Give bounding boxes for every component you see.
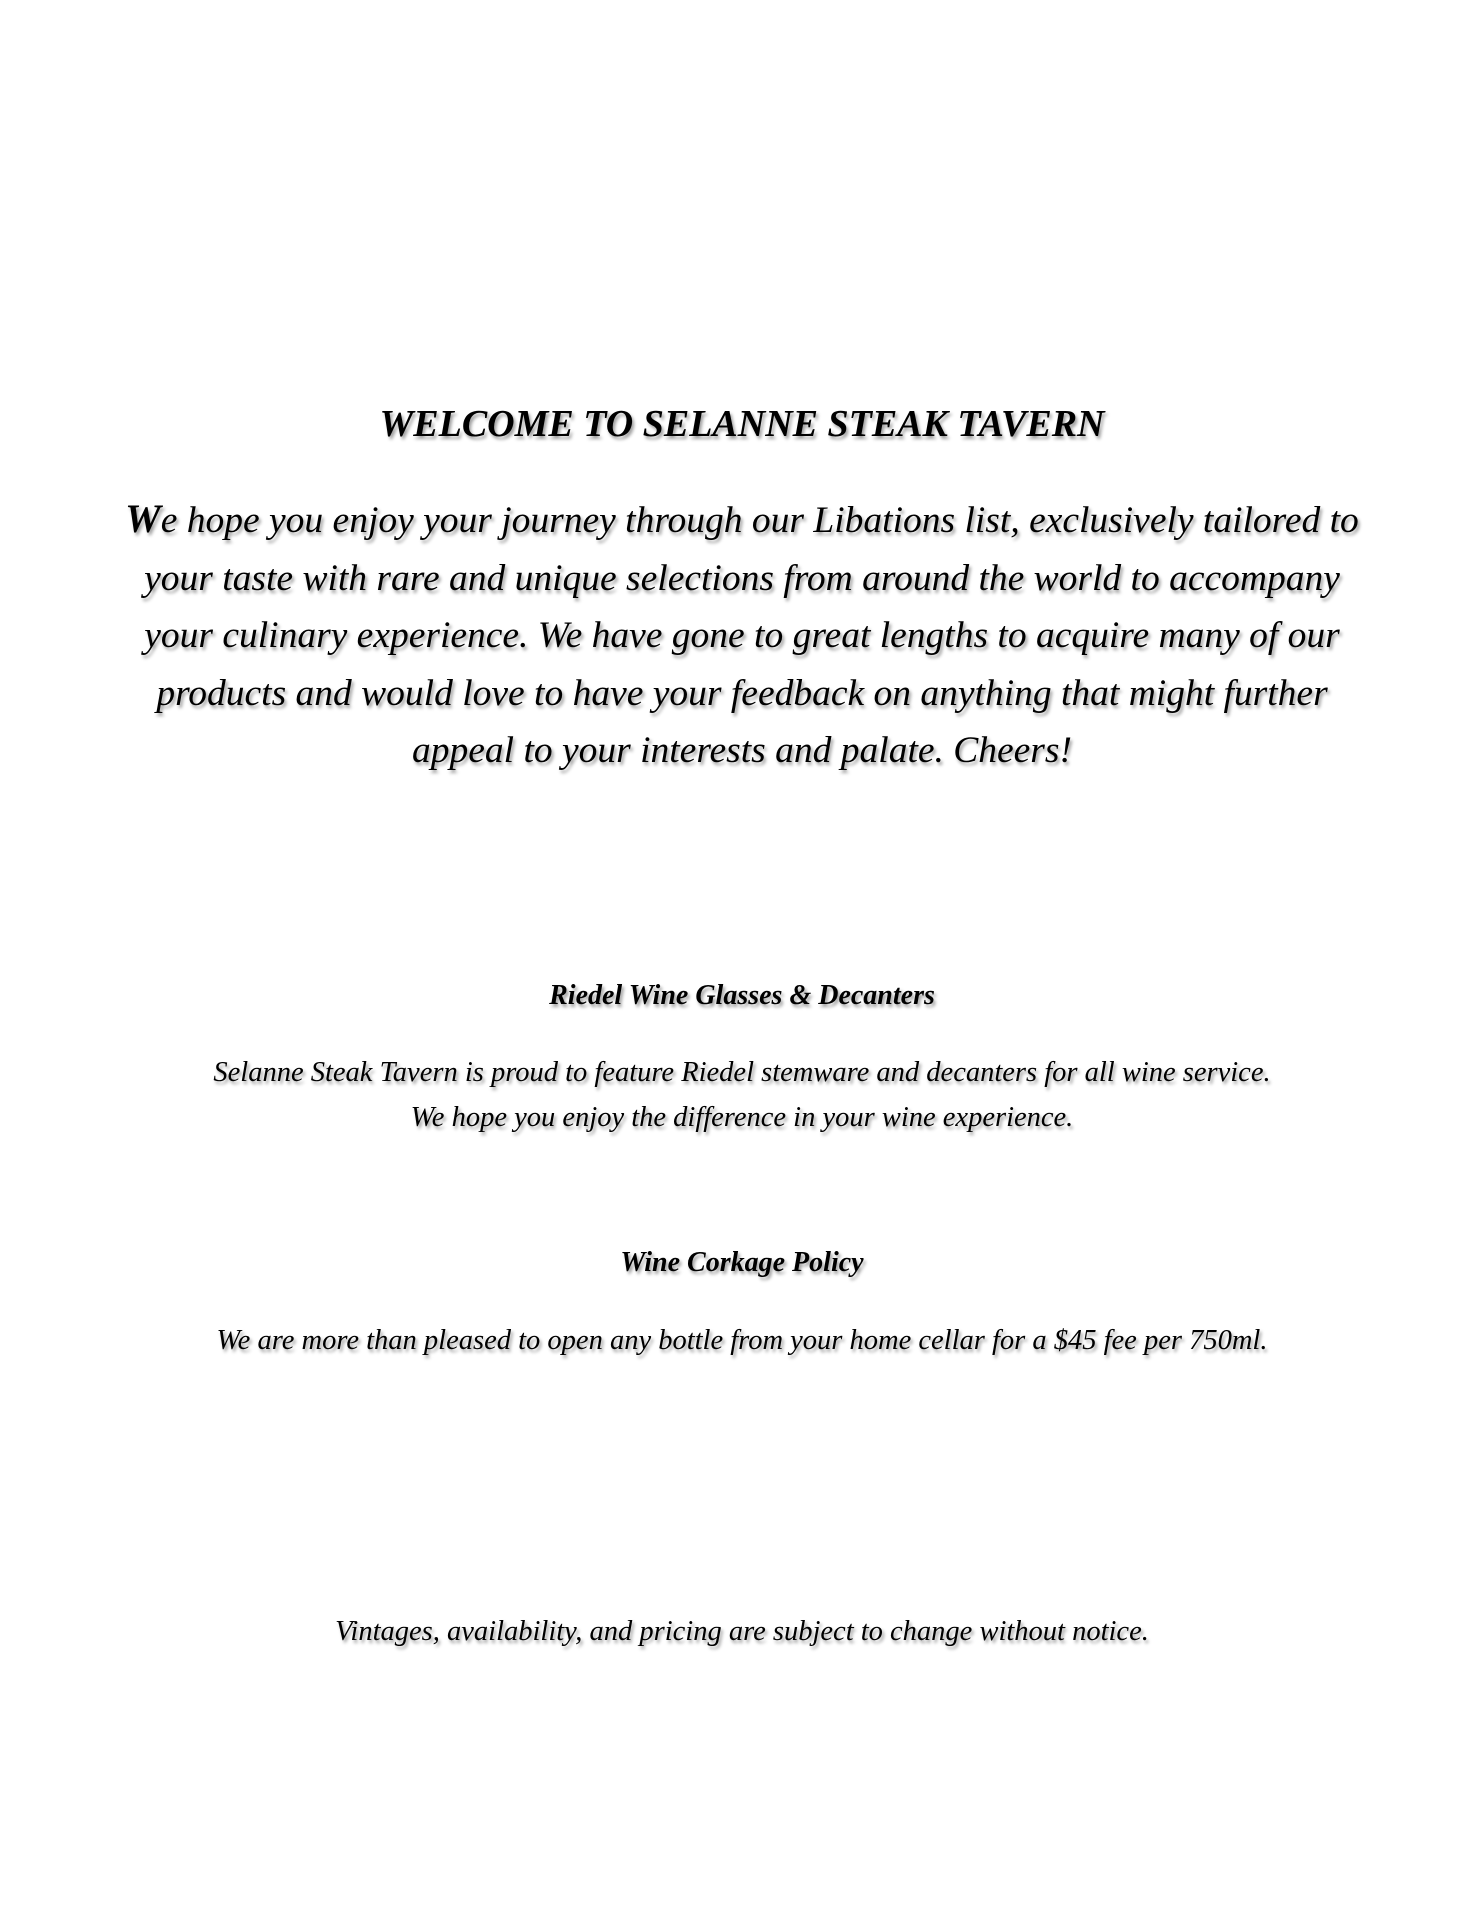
welcome-title: WELCOME TO SELANNE STEAK TAVERN — [379, 403, 1105, 445]
riedel-section-body — [160, 1050, 1324, 1140]
welcome-message — [120, 490, 1364, 780]
welcome-message-initial: W — [125, 496, 161, 541]
corkage-policy-text: We are more than pleased to open any bottle from your home cellar for a $45 fee per 750ml. — [216, 1325, 1268, 1356]
riedel-enjoy-line: We hope you enjoy the difference in your wine experience. — [410, 1102, 1074, 1133]
corkage-section-title: Wine Corkage Policy — [620, 1247, 864, 1278]
riedel-section-title: Riedel Wine Glasses & Decanters — [549, 980, 935, 1011]
welcome-message-text: e hope you enjoy your journey through our Libations list, exclusively tailored to your taste with rare and unique selections from around the world to accompany your culinary experience. We have gone to great lengths to acquire many of our products and would love to have your feedback on anything that might further appeal to your interests and palate. Cheers! — [144, 500, 1359, 771]
riedel-description: Selanne Steak Tavern is proud to feature Riedel stemware and decanters for all wine service. — [213, 1057, 1271, 1088]
pricing-disclaimer: Vintages, availability, and pricing are subject to change without notice. — [335, 1616, 1149, 1647]
